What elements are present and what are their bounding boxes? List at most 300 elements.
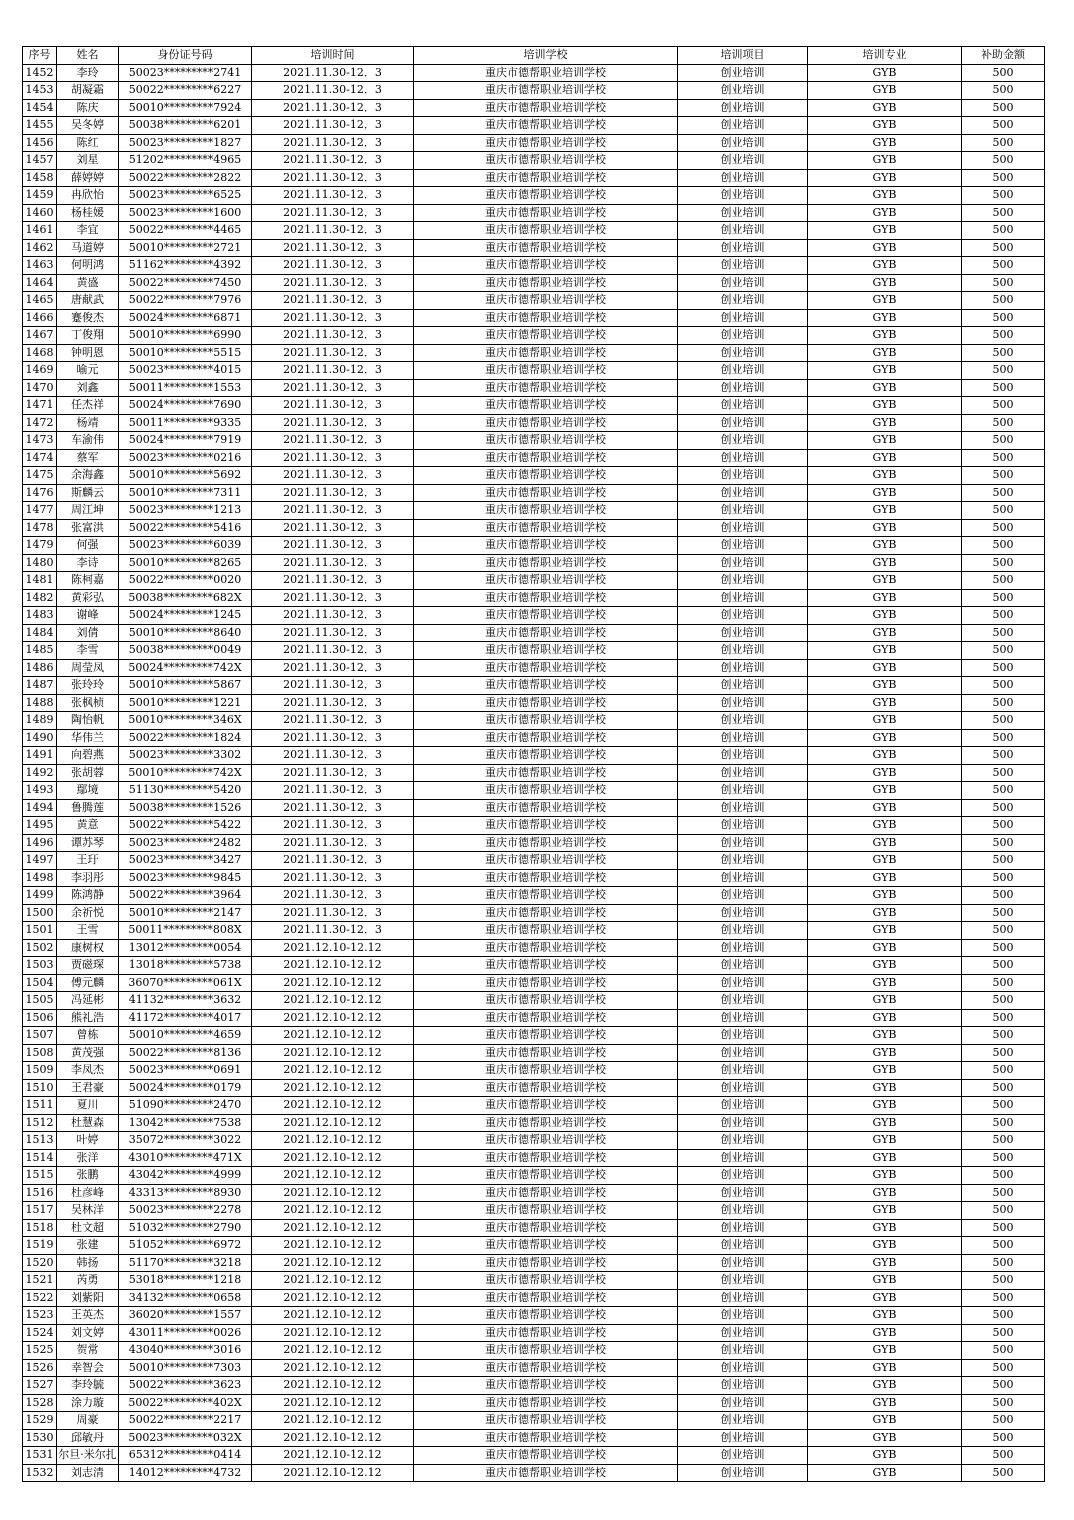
table-row <box>23 834 1045 852</box>
cell-seq: 1502 <box>23 939 57 957</box>
cell-amount: 500 <box>962 1359 1045 1377</box>
cell-amount: 500 <box>962 1429 1045 1447</box>
cell-major: GYB <box>808 292 962 310</box>
cell-major: GYB <box>808 467 962 485</box>
cell-time: 2021.11.30-12．3 <box>252 82 414 100</box>
cell-id: 50010*********2721 <box>119 239 252 257</box>
cell-time: 2021.11.30-12．3 <box>252 449 414 467</box>
cell-time: 2021.11.30-12．3 <box>252 257 414 275</box>
cell-major: GYB <box>808 624 962 642</box>
table-row <box>23 554 1045 572</box>
table-row <box>23 1097 1045 1115</box>
cell-project: 创业培训 <box>678 624 808 642</box>
cell-project: 创业培训 <box>678 1132 808 1150</box>
cell-project: 创业培训 <box>678 922 808 940</box>
cell-project: 创业培训 <box>678 677 808 695</box>
cell-seq: 1491 <box>23 747 57 765</box>
cell-major: GYB <box>808 1202 962 1220</box>
cell-school: 重庆市德帮职业培训学校 <box>414 1289 678 1307</box>
cell-major: GYB <box>808 1167 962 1185</box>
cell-school: 重庆市德帮职业培训学校 <box>414 274 678 292</box>
table-row <box>23 379 1045 397</box>
cell-project: 创业培训 <box>678 1394 808 1412</box>
cell-project: 创业培训 <box>678 309 808 327</box>
cell-time: 2021.11.30-12．3 <box>252 502 414 520</box>
cell-amount: 500 <box>962 1237 1045 1255</box>
cell-major: GYB <box>808 607 962 625</box>
table-row <box>23 1149 1045 1167</box>
cell-id: 43042*********4999 <box>119 1167 252 1185</box>
cell-amount: 500 <box>962 1009 1045 1027</box>
cell-amount: 500 <box>962 1114 1045 1132</box>
table-row <box>23 799 1045 817</box>
cell-project: 创业培训 <box>678 642 808 660</box>
cell-major: GYB <box>808 992 962 1010</box>
table-row <box>23 1254 1045 1272</box>
cell-time: 2021.12.10-12.12 <box>252 1377 414 1395</box>
table-row <box>23 362 1045 380</box>
cell-amount: 500 <box>962 152 1045 170</box>
cell-id: 50010*********5692 <box>119 467 252 485</box>
cell-time: 2021.12.10-12.12 <box>252 1184 414 1202</box>
cell-project: 创业培训 <box>678 904 808 922</box>
cell-name: 傅元麟 <box>57 974 119 992</box>
table-row <box>23 187 1045 205</box>
table-row <box>23 1132 1045 1150</box>
cell-school: 重庆市德帮职业培训学校 <box>414 869 678 887</box>
cell-time: 2021.11.30-12．3 <box>252 782 414 800</box>
cell-seq: 1457 <box>23 152 57 170</box>
cell-name: 叶婷 <box>57 1132 119 1150</box>
cell-project: 创业培训 <box>678 659 808 677</box>
cell-name: 陶怡帆 <box>57 712 119 730</box>
cell-project: 创业培训 <box>678 414 808 432</box>
cell-time: 2021.12.10-12.12 <box>252 1447 414 1465</box>
cell-project: 创业培训 <box>678 239 808 257</box>
cell-school: 重庆市德帮职业培训学校 <box>414 1167 678 1185</box>
table-row <box>23 239 1045 257</box>
header-name: 姓名 <box>57 47 119 65</box>
cell-name: 吴林洋 <box>57 1202 119 1220</box>
cell-name: 陈庆 <box>57 99 119 117</box>
cell-name: 张鹏 <box>57 1167 119 1185</box>
cell-major: GYB <box>808 974 962 992</box>
cell-seq: 1478 <box>23 519 57 537</box>
cell-project: 创业培训 <box>678 1254 808 1272</box>
cell-id: 51032*********2790 <box>119 1219 252 1237</box>
cell-name: 蔡军 <box>57 449 119 467</box>
cell-id: 50010*********6990 <box>119 327 252 345</box>
cell-amount: 500 <box>962 852 1045 870</box>
cell-seq: 1515 <box>23 1167 57 1185</box>
cell-name: 任杰祥 <box>57 397 119 415</box>
cell-name: 余祈悦 <box>57 904 119 922</box>
cell-school: 重庆市德帮职业培训学校 <box>414 1254 678 1272</box>
cell-seq: 1452 <box>23 64 57 82</box>
table-row <box>23 852 1045 870</box>
cell-school: 重庆市德帮职业培训学校 <box>414 1342 678 1360</box>
cell-project: 创业培训 <box>678 64 808 82</box>
cell-name: 黄茂强 <box>57 1044 119 1062</box>
table-header-row <box>23 47 1045 65</box>
cell-seq: 1488 <box>23 694 57 712</box>
cell-major: GYB <box>808 397 962 415</box>
cell-major: GYB <box>808 799 962 817</box>
cell-amount: 500 <box>962 1324 1045 1342</box>
cell-id: 50023*********6039 <box>119 537 252 555</box>
table-row <box>23 1447 1045 1465</box>
cell-major: GYB <box>808 379 962 397</box>
cell-name: 胡凝霜 <box>57 82 119 100</box>
cell-school: 重庆市德帮职业培训学校 <box>414 1009 678 1027</box>
cell-id: 41132*********3632 <box>119 992 252 1010</box>
cell-amount: 500 <box>962 904 1045 922</box>
table-row <box>23 589 1045 607</box>
cell-id: 13018*********5738 <box>119 957 252 975</box>
cell-id: 50010*********5515 <box>119 344 252 362</box>
cell-project: 创业培训 <box>678 957 808 975</box>
cell-major: GYB <box>808 1219 962 1237</box>
cell-amount: 500 <box>962 1132 1045 1150</box>
cell-name: 陈柯嘉 <box>57 572 119 590</box>
cell-major: GYB <box>808 834 962 852</box>
cell-major: GYB <box>808 257 962 275</box>
cell-project: 创业培训 <box>678 1342 808 1360</box>
cell-id: 51162*********4392 <box>119 257 252 275</box>
cell-project: 创业培训 <box>678 117 808 135</box>
table-row <box>23 467 1045 485</box>
table-row <box>23 292 1045 310</box>
cell-amount: 500 <box>962 484 1045 502</box>
cell-seq: 1479 <box>23 537 57 555</box>
cell-school: 重庆市德帮职业培训学校 <box>414 1272 678 1290</box>
cell-id: 50010*********1221 <box>119 694 252 712</box>
cell-school: 重庆市德帮职业培训学校 <box>414 1079 678 1097</box>
table-row <box>23 1324 1045 1342</box>
cell-amount: 500 <box>962 1219 1045 1237</box>
cell-seq: 1503 <box>23 957 57 975</box>
cell-id: 13042*********7538 <box>119 1114 252 1132</box>
cell-time: 2021.12.10-12.12 <box>252 1342 414 1360</box>
cell-name: 王君豪 <box>57 1079 119 1097</box>
cell-name: 何强 <box>57 537 119 555</box>
table-row <box>23 1359 1045 1377</box>
cell-school: 重庆市德帮职业培训学校 <box>414 1394 678 1412</box>
cell-seq: 1460 <box>23 204 57 222</box>
cell-project: 创业培训 <box>678 1062 808 1080</box>
cell-name: 周豪 <box>57 1412 119 1430</box>
cell-amount: 500 <box>962 1289 1045 1307</box>
cell-amount: 500 <box>962 642 1045 660</box>
table-row <box>23 1202 1045 1220</box>
cell-amount: 500 <box>962 1307 1045 1325</box>
cell-name: 谢峰 <box>57 607 119 625</box>
table-row <box>23 1219 1045 1237</box>
cell-project: 创业培训 <box>678 1359 808 1377</box>
cell-amount: 500 <box>962 572 1045 590</box>
cell-name: 张富洪 <box>57 519 119 537</box>
cell-time: 2021.12.10-12.12 <box>252 974 414 992</box>
cell-project: 创业培训 <box>678 869 808 887</box>
cell-time: 2021.12.10-12.12 <box>252 992 414 1010</box>
table-row <box>23 1044 1045 1062</box>
cell-major: GYB <box>808 782 962 800</box>
cell-project: 创业培训 <box>678 1377 808 1395</box>
cell-major: GYB <box>808 939 962 957</box>
cell-amount: 500 <box>962 204 1045 222</box>
cell-school: 重庆市德帮职业培训学校 <box>414 1219 678 1237</box>
cell-name: 曾栋 <box>57 1027 119 1045</box>
cell-seq: 1499 <box>23 887 57 905</box>
cell-id: 50022*********7450 <box>119 274 252 292</box>
cell-school: 重庆市德帮职业培训学校 <box>414 957 678 975</box>
cell-seq: 1476 <box>23 484 57 502</box>
table-row <box>23 1184 1045 1202</box>
cell-school: 重庆市德帮职业培训学校 <box>414 292 678 310</box>
cell-seq: 1469 <box>23 362 57 380</box>
cell-id: 50024*********6871 <box>119 309 252 327</box>
cell-time: 2021.11.30-12．3 <box>252 134 414 152</box>
cell-major: GYB <box>808 344 962 362</box>
cell-seq: 1504 <box>23 974 57 992</box>
cell-project: 创业培训 <box>678 484 808 502</box>
cell-time: 2021.11.30-12．3 <box>252 274 414 292</box>
cell-seq: 1490 <box>23 729 57 747</box>
table-row <box>23 1272 1045 1290</box>
table-row <box>23 99 1045 117</box>
cell-major: GYB <box>808 187 962 205</box>
cell-school: 重庆市德帮职业培训学校 <box>414 729 678 747</box>
cell-seq: 1532 <box>23 1464 57 1482</box>
table-row <box>23 1009 1045 1027</box>
cell-major: GYB <box>808 239 962 257</box>
cell-id: 43010*********471X <box>119 1149 252 1167</box>
cell-id: 50038*********682X <box>119 589 252 607</box>
cell-time: 2021.12.10-12.12 <box>252 1219 414 1237</box>
cell-amount: 500 <box>962 1167 1045 1185</box>
cell-name: 王雪 <box>57 922 119 940</box>
cell-school: 重庆市德帮职业培训学校 <box>414 572 678 590</box>
cell-id: 50024*********0179 <box>119 1079 252 1097</box>
cell-major: GYB <box>808 852 962 870</box>
cell-name: 陈鸿静 <box>57 887 119 905</box>
cell-name: 丁俊翔 <box>57 327 119 345</box>
cell-time: 2021.11.30-12．3 <box>252 222 414 240</box>
cell-id: 50022*********5422 <box>119 817 252 835</box>
cell-school: 重庆市德帮职业培训学校 <box>414 887 678 905</box>
table-row <box>23 712 1045 730</box>
cell-amount: 500 <box>962 1062 1045 1080</box>
table-row <box>23 782 1045 800</box>
cell-name: 杨靖 <box>57 414 119 432</box>
cell-name: 谭苏琴 <box>57 834 119 852</box>
table-row <box>23 327 1045 345</box>
cell-amount: 500 <box>962 1097 1045 1115</box>
cell-seq: 1513 <box>23 1132 57 1150</box>
cell-seq: 1520 <box>23 1254 57 1272</box>
cell-project: 创业培训 <box>678 274 808 292</box>
cell-school: 重庆市德帮职业培训学校 <box>414 484 678 502</box>
cell-name: 余海鑫 <box>57 467 119 485</box>
cell-project: 创业培训 <box>678 729 808 747</box>
cell-amount: 500 <box>962 1447 1045 1465</box>
cell-school: 重庆市德帮职业培训学校 <box>414 64 678 82</box>
cell-project: 创业培训 <box>678 1167 808 1185</box>
table-row <box>23 747 1045 765</box>
cell-amount: 500 <box>962 379 1045 397</box>
cell-name: 杜彦峰 <box>57 1184 119 1202</box>
cell-school: 重庆市德帮职业培训学校 <box>414 1044 678 1062</box>
cell-time: 2021.11.30-12．3 <box>252 852 414 870</box>
table-row <box>23 432 1045 450</box>
cell-project: 创业培训 <box>678 1447 808 1465</box>
cell-id: 41172*********4017 <box>119 1009 252 1027</box>
cell-id: 50010*********346X <box>119 712 252 730</box>
cell-id: 51202*********4965 <box>119 152 252 170</box>
cell-name: 刘文婷 <box>57 1324 119 1342</box>
cell-project: 创业培训 <box>678 1324 808 1342</box>
table-row <box>23 957 1045 975</box>
cell-project: 创业培训 <box>678 397 808 415</box>
cell-amount: 500 <box>962 974 1045 992</box>
table-row <box>23 519 1045 537</box>
cell-amount: 500 <box>962 239 1045 257</box>
cell-time: 2021.12.10-12.12 <box>252 1429 414 1447</box>
cell-id: 50022*********402X <box>119 1394 252 1412</box>
cell-name: 刘星 <box>57 152 119 170</box>
cell-seq: 1519 <box>23 1237 57 1255</box>
cell-school: 重庆市德帮职业培训学校 <box>414 817 678 835</box>
cell-major: GYB <box>808 764 962 782</box>
cell-project: 创业培训 <box>678 327 808 345</box>
cell-major: GYB <box>808 922 962 940</box>
table-row <box>23 677 1045 695</box>
cell-major: GYB <box>808 869 962 887</box>
table-row <box>23 414 1045 432</box>
cell-project: 创业培训 <box>678 834 808 852</box>
cell-school: 重庆市德帮职业培训学校 <box>414 222 678 240</box>
cell-seq: 1496 <box>23 834 57 852</box>
cell-name: 刘志清 <box>57 1464 119 1482</box>
cell-time: 2021.12.10-12.12 <box>252 1289 414 1307</box>
cell-project: 创业培训 <box>678 607 808 625</box>
table-row <box>23 1114 1045 1132</box>
cell-time: 2021.11.30-12．3 <box>252 572 414 590</box>
cell-time: 2021.12.10-12.12 <box>252 1062 414 1080</box>
cell-school: 重庆市德帮职业培训学校 <box>414 607 678 625</box>
cell-time: 2021.11.30-12．3 <box>252 589 414 607</box>
cell-major: GYB <box>808 554 962 572</box>
cell-school: 重庆市德帮职业培训学校 <box>414 852 678 870</box>
cell-school: 重庆市德帮职业培训学校 <box>414 169 678 187</box>
cell-seq: 1525 <box>23 1342 57 1360</box>
cell-time: 2021.12.10-12.12 <box>252 939 414 957</box>
cell-seq: 1459 <box>23 187 57 205</box>
cell-major: GYB <box>808 1237 962 1255</box>
cell-id: 51170*********3218 <box>119 1254 252 1272</box>
cell-major: GYB <box>808 747 962 765</box>
cell-amount: 500 <box>962 257 1045 275</box>
cell-school: 重庆市德帮职业培训学校 <box>414 502 678 520</box>
cell-amount: 500 <box>962 309 1045 327</box>
cell-time: 2021.11.30-12．3 <box>252 187 414 205</box>
cell-major: GYB <box>808 957 962 975</box>
table-row <box>23 974 1045 992</box>
table-row <box>23 204 1045 222</box>
table-row <box>23 922 1045 940</box>
cell-major: GYB <box>808 432 962 450</box>
cell-seq: 1480 <box>23 554 57 572</box>
table-row <box>23 887 1045 905</box>
table-row <box>23 1062 1045 1080</box>
cell-time: 2021.12.10-12.12 <box>252 1307 414 1325</box>
cell-amount: 500 <box>962 467 1045 485</box>
cell-major: GYB <box>808 729 962 747</box>
cell-id: 50010*********2147 <box>119 904 252 922</box>
cell-school: 重庆市德帮职业培训学校 <box>414 1027 678 1045</box>
cell-name: 刘倩 <box>57 624 119 642</box>
table-row <box>23 169 1045 187</box>
cell-school: 重庆市德帮职业培训学校 <box>414 712 678 730</box>
cell-seq: 1462 <box>23 239 57 257</box>
cell-project: 创业培训 <box>678 82 808 100</box>
cell-id: 50024*********1245 <box>119 607 252 625</box>
cell-seq: 1509 <box>23 1062 57 1080</box>
cell-major: GYB <box>808 82 962 100</box>
cell-major: GYB <box>808 1429 962 1447</box>
cell-project: 创业培训 <box>678 852 808 870</box>
cell-school: 重庆市德帮职业培训学校 <box>414 1184 678 1202</box>
cell-major: GYB <box>808 274 962 292</box>
cell-project: 创业培训 <box>678 712 808 730</box>
cell-seq: 1453 <box>23 82 57 100</box>
cell-seq: 1474 <box>23 449 57 467</box>
cell-time: 2021.12.10-12.12 <box>252 1202 414 1220</box>
cell-id: 50010*********7303 <box>119 1359 252 1377</box>
cell-project: 创业培训 <box>678 1027 808 1045</box>
cell-name: 李玲毓 <box>57 1377 119 1395</box>
table-row <box>23 344 1045 362</box>
cell-time: 2021.11.30-12．3 <box>252 64 414 82</box>
cell-time: 2021.11.30-12．3 <box>252 414 414 432</box>
cell-amount: 500 <box>962 1377 1045 1395</box>
cell-amount: 500 <box>962 169 1045 187</box>
cell-seq: 1482 <box>23 589 57 607</box>
cell-major: GYB <box>808 204 962 222</box>
cell-id: 43313*********8930 <box>119 1184 252 1202</box>
cell-major: GYB <box>808 169 962 187</box>
cell-seq: 1531 <box>23 1447 57 1465</box>
cell-project: 创业培训 <box>678 1237 808 1255</box>
cell-seq: 1464 <box>23 274 57 292</box>
cell-school: 重庆市德帮职业培训学校 <box>414 467 678 485</box>
cell-time: 2021.12.10-12.12 <box>252 1079 414 1097</box>
cell-seq: 1511 <box>23 1097 57 1115</box>
cell-name: 唐献武 <box>57 292 119 310</box>
cell-major: GYB <box>808 1272 962 1290</box>
cell-school: 重庆市德帮职业培训学校 <box>414 939 678 957</box>
cell-id: 50010*********8640 <box>119 624 252 642</box>
cell-project: 创业培训 <box>678 362 808 380</box>
table-row <box>23 1237 1045 1255</box>
cell-id: 13012*********0054 <box>119 939 252 957</box>
subsidy-table <box>22 46 1045 1482</box>
table-row <box>23 1289 1045 1307</box>
cell-time: 2021.12.10-12.12 <box>252 1009 414 1027</box>
cell-seq: 1501 <box>23 922 57 940</box>
cell-seq: 1526 <box>23 1359 57 1377</box>
cell-name: 李凤杰 <box>57 1062 119 1080</box>
